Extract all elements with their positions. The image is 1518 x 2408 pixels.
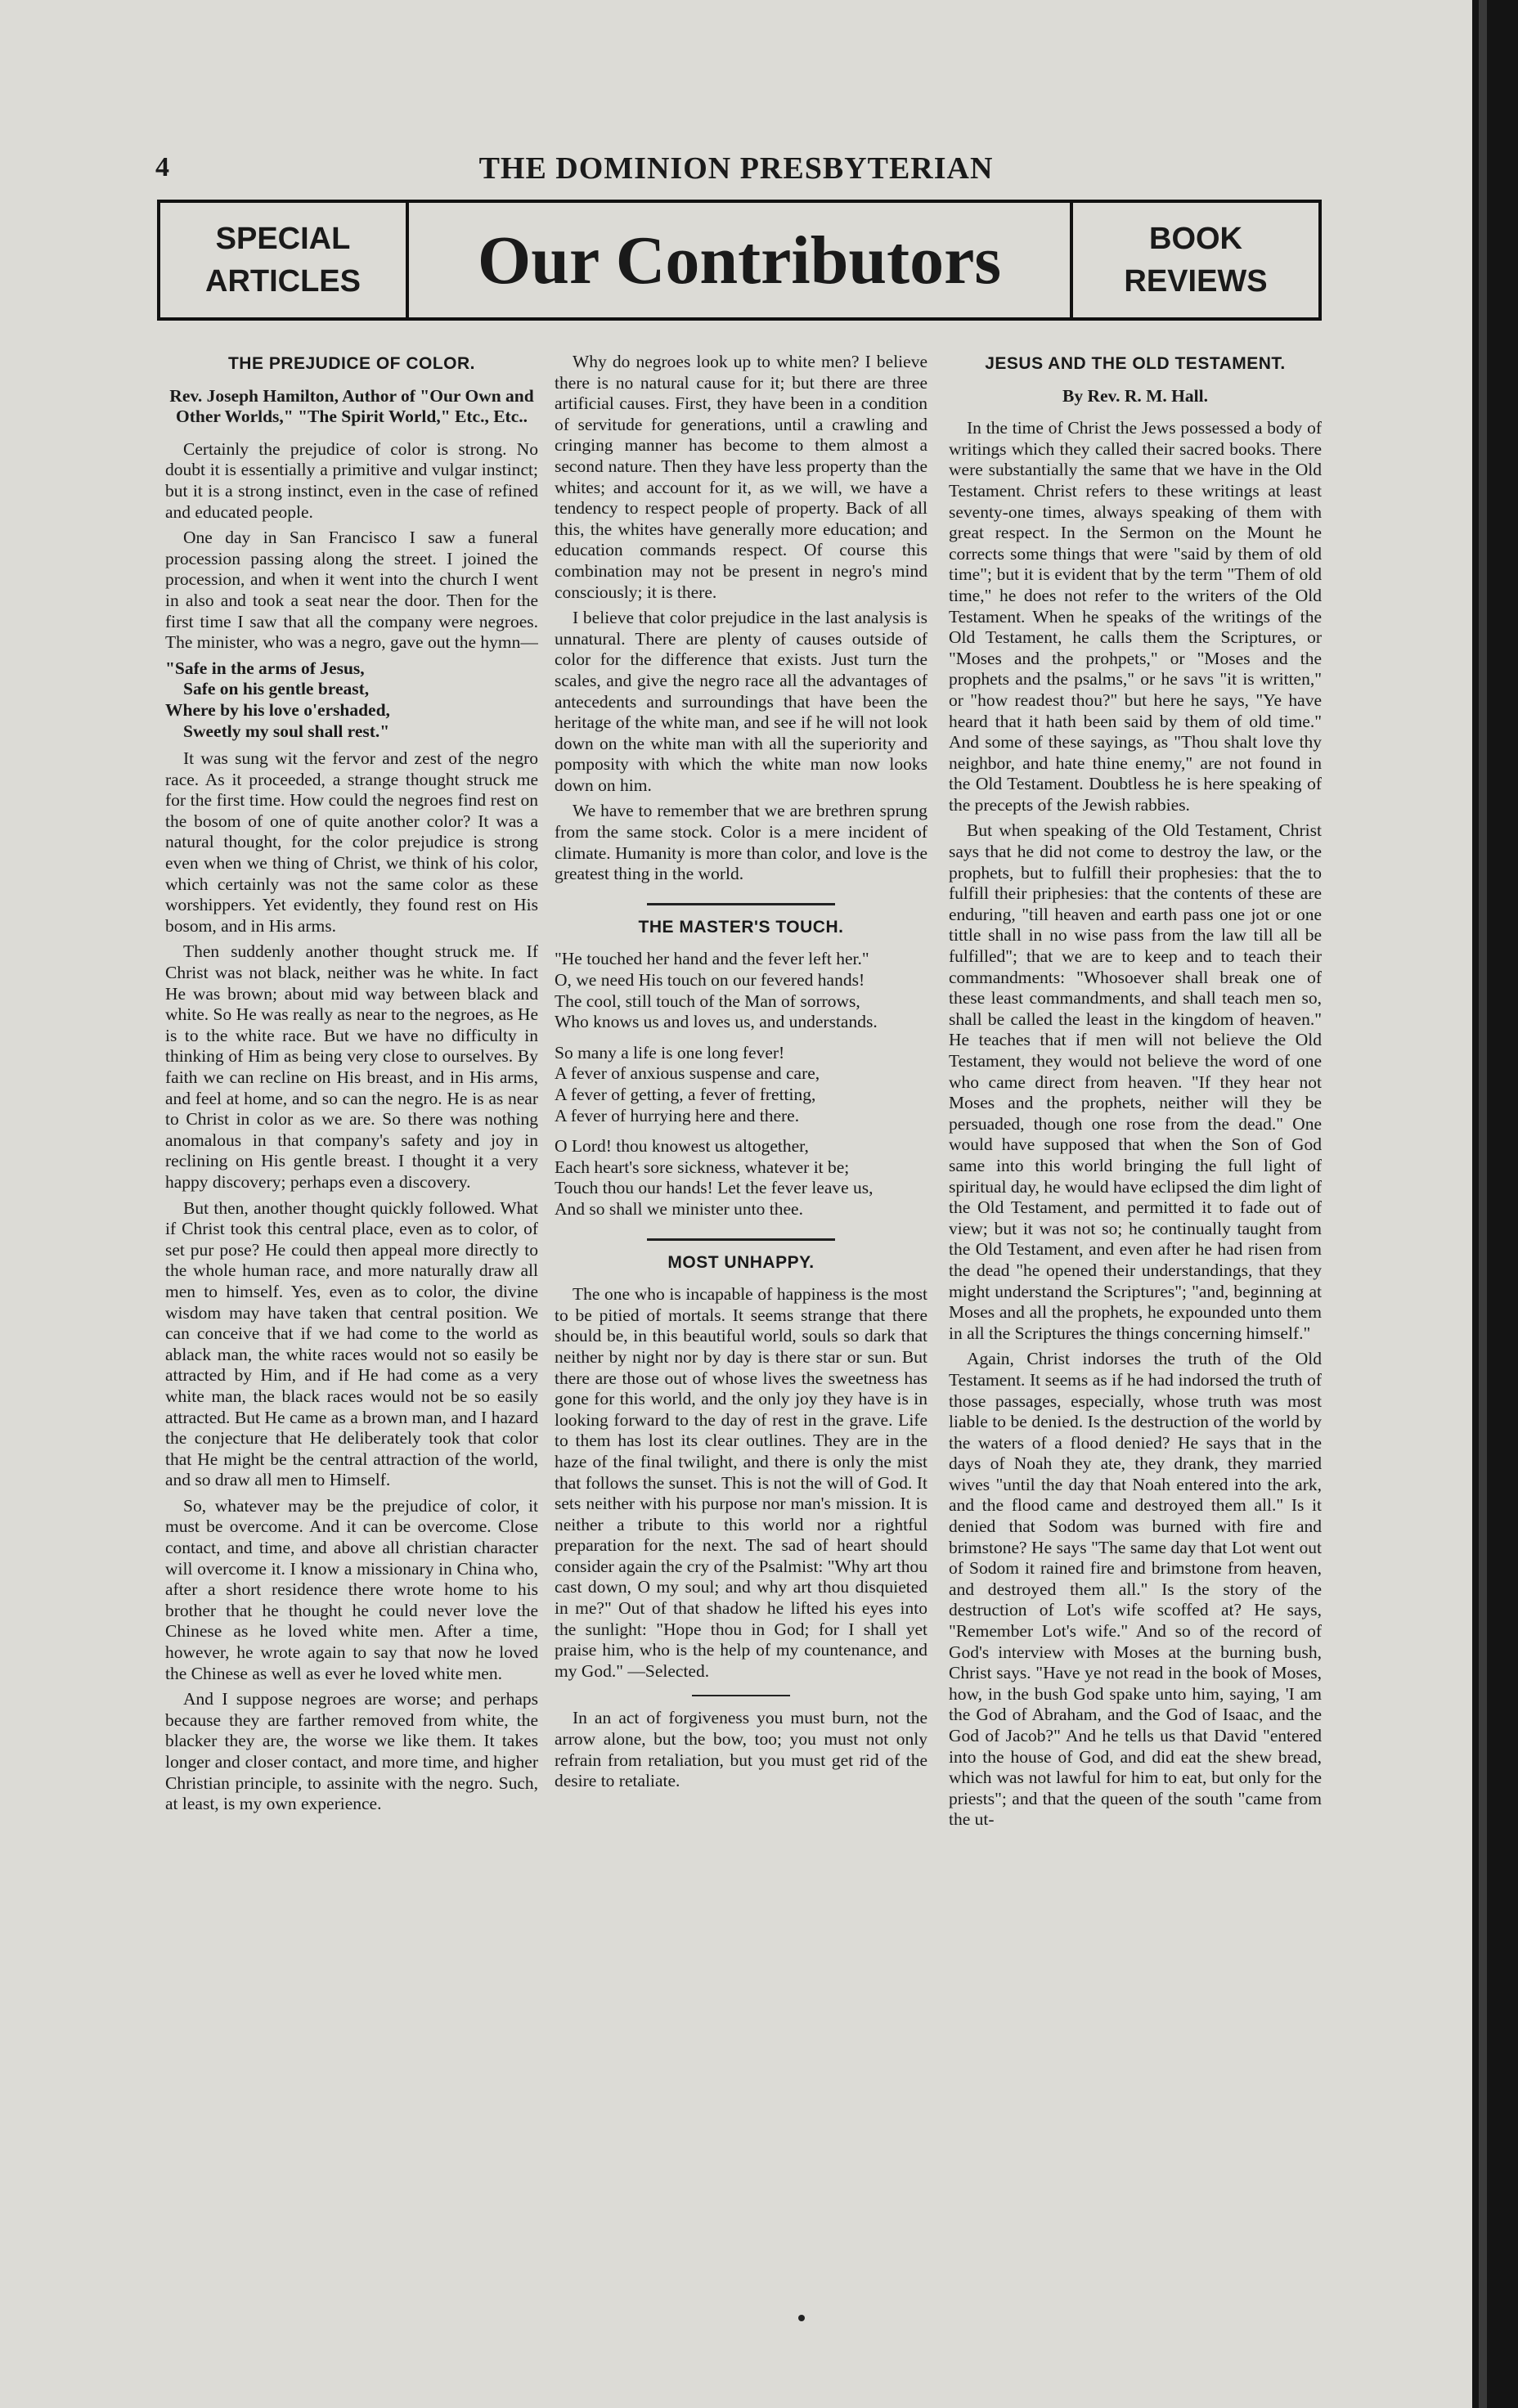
poem-line: Each heart's sore sickness, whatever it be; — [555, 1157, 850, 1177]
hymn-line: Sweetly my soul shall rest." — [183, 721, 390, 741]
hymn-line: "Safe in the arms of Jesus, — [165, 658, 365, 678]
section-banner — [157, 200, 1322, 321]
poem-line: A fever of hurrying here and there. — [555, 1105, 800, 1125]
poem-line: And so shall we minister unto thee. — [555, 1198, 803, 1219]
poem-line: "He touched her hand and the fever left her." — [555, 949, 869, 969]
section-rule — [692, 1695, 790, 1696]
banner-title: Our Contributors — [477, 222, 1002, 299]
section-rule — [647, 1238, 835, 1241]
section-rule — [647, 903, 835, 905]
banner-left-line1: SPECIAL — [215, 222, 351, 256]
banner-left-line2: ARTICLES — [205, 264, 361, 299]
running-head — [155, 149, 1317, 190]
poem-line: Who knows us and loves us, and understands. — [555, 1012, 878, 1032]
paragraph: But when speaking of the Old Testament, Christ says that he did not come to destroy the law, or the prophets, but to fulfill their prophesies: that the to fulfill their priphesies: that the contents of these are enduring, "till heaven and earth pass one jot or one tittle shall in no wise pass from the law till all be fulfilled"; that we are to keep and to teach their commandments: "Whosoever shall break one of these least commandments, and shall teach men so, shall be called the least in the kingdom of heaven." He teaches that if men will not believe the Old Testament, they would not believe the word of one who came direct from heaven. "If they hear not Moses and the prophets, neither will they be persuaded, though one rose from the dead." One would have supposed that when the Son of God same into this world bringing the full light of spiritual day, he would have eclipsed the dim light of the Old Testament, and permitted it to fade out of view; but it was not so; he continually taught from the Old Testament, and even after he had risen from the dead "he opened their understandings, that they might understand the Scriptures"; "and, beginning at Moses and all the prophets, he expounded unto them in all the Scriptures the things concerning himself." — [949, 820, 1322, 1343]
scan-edge — [1472, 0, 1518, 2408]
journal-title: THE DOMINION PRESBYTERIAN — [478, 151, 994, 186]
scan-edge-strip — [1479, 0, 1487, 2408]
banner-right-line1: BOOK — [1149, 222, 1242, 256]
paragraph: We have to remember that we are brethren sprung from the same stock. Color is a mere incident of climate. Humanity is more than color, and love is the greatest thing in the world. — [555, 801, 927, 884]
poem-stanza — [555, 949, 927, 1032]
page-number: 4 — [155, 152, 169, 182]
hymn-line: Where by his love o'ershaded, — [165, 699, 390, 720]
paragraph: One day in San Francisco I saw a funeral procession passing along the street. I joined the procession, and when it went into the church I went in also and took a seat near the door. Then for the first time I saw that all the company were negroes. The minister, who was a negro, gave out the hymn— — [165, 528, 538, 653]
poem-line: O, we need His touch on our fevered hands! — [555, 970, 865, 991]
article-title-most-unhappy: MOST UNHAPPY. — [667, 1252, 815, 1272]
poem-line: Touch thou our hands! Let the fever leave us, — [555, 1178, 874, 1198]
poem-stanza — [555, 1043, 927, 1126]
hymn-line: Safe on his gentle breast, — [183, 679, 370, 699]
paragraph: In an act of forgiveness you must burn, not the arrow alone, but the bow, too; you must not only refrain from retaliation, but you must get rid of the desire to retaliate. — [555, 1708, 927, 1791]
banner-right-box — [1070, 203, 1318, 317]
paragraph: Why do negroes look up to white men? I believe there is no natural cause for it; but there are three artificial causes. First, they have been in a condition of servitude for generations, until a crawling and cringing manner has become to them almost a second nature. Then they have less property than the whites; and account for it, as we will, we have a tendency to respect people of property. Back of all this, the whites have generally more education; and education commands respect. Of course this combination may not be present in negro's mind consciously; it is there. — [555, 352, 927, 602]
banner-left-box — [160, 203, 409, 317]
paragraph: I believe that color prejudice in the last analysis is unnatural. There are plenty of causes outside of color for the difference that exists. Just turn the scales, and give the negro race all the advantages of antecedents and surroundings that have been the heritage of the white man, and see if he will not look down on the white man with all the superiority and pomposity with which the white man now looks down on him. — [555, 608, 927, 795]
paragraph: Again, Christ indorses the truth of the Old Testament. It seems as if he had indorsed the truth of those passages, especially, whose truth was most liable to be denied. Is the destruction of the world by the waters of a flood denied? He says that in the days of Noah they ate, they drank, they married wives "until the day that Noah entered into the ark, and the flood came and destroyed them all." Is it denied that Sodom was burned with fire and brimstone? He says "The same day that Lot went out of Sodom it rained fire and brimstone from heaven, and destroyed them all." Is the story of the destruction of Lot's wife scoffed at? He says, "Remember Lot's wife." And so of the record of God's interview with Moses at the burning bush, Christ says. "Have ye not read in the book of Moses, how, in the bush God spake unto him, saying, 'I am the God of Abraham, and the God of Isaac, and the God of Jacob?" And he tells us that David "entered into the house of God, and did eat the shew bread, which was not lawful for him to eat, but only for the priests"; and that the queen of the south "came from the ut- — [949, 1349, 1322, 1830]
poem-line: So many a life is one long fever! — [555, 1042, 785, 1062]
article-title-jesus-old-testament: JESUS AND THE OLD TESTAMENT. — [985, 354, 1286, 373]
paragraph: The one who is incapable of happiness is the most to be pitied of mortals. It seems strange that there should be, in this beautiful world, souls so dark that neither by night nor by day is there star or sun. But there are those out of whose lives the sweetness has gone for this world, and the only joy they have is in looking forward to the day of rest in the grave. Life to them has lost its clear outlines. They are in the haze of the final twilight, and there is only the mist that follows the sunset. This is not the will of God. It sets neither with his purpose nor man's mission. It is neither a tribute to this world nor a rightful preparation for the next. The sad of heart should consider again the cry of the Psalmist: "Why art thou cast down, O my soul; and why art thou disquieted in me?" Out of that shadow he lifted his eyes into the sunlight: "Hope thou in God; for I shall yet praise him, who is the help of my countenance, and my God." —Selected. — [555, 1284, 927, 1681]
poem-line: A fever of anxious suspense and care, — [555, 1063, 820, 1084]
ink-dot — [798, 2315, 805, 2321]
paragraph: Then suddenly another thought struck me. If Christ was not black, neither was he white. In fact He was brown; about mid way between black and white. So He was really as near to the negroes, as He is to the white race. But we have no difficulty in thinking of Him as being very close to ourselves. By faith we can recline on His breast, and in His arms, and feel at home, and so can the negro. He is as near to Christ in color as we are. So there was nothing anomalous in that company's safety and joy in reclining on His gentle breast. I thought it a very happy discovery; perhaps even a discovery. — [165, 941, 538, 1192]
poem-line: A fever of getting, a fever of fretting, — [555, 1085, 816, 1104]
banner-right-line2: REVIEWS — [1124, 264, 1268, 299]
paragraph: It was sung wit the fervor and zest of the negro race. As it proceeded, a strange thought struck me for the first time. How could the negroes find rest on the bosom of one of quite another color? It was a natural thought, for the color prejudice is strong even when we thing of Christ, we think of his color, which certainly was not the same color as these worshippers. Yet evidently, they found rest on His bosom, and in His arms. — [165, 748, 538, 936]
byline-hall: By Rev. R. M. Hall. — [1062, 385, 1208, 406]
byline-hamilton: Rev. Joseph Hamilton, Author of "Our Own and Other Worlds," "The Spirit World," Etc., Etc.. — [169, 385, 534, 427]
paragraph: In the time of Christ the Jews possessed a body of writings which they called their sacred books. There were substantially the same that we have in the Old Testament. Christ refers to these writings at least seventy-one times, always speaking of them with great respect. In the Sermon on the Mount he corrects some things that were "said by them of old time"; but it is evident that by the term "Them of old time," he does not refer to the writers of the Old Testament. When he speaks of the writings of the Old Testament, he calls them the Scriptures, or "Moses and the prohpets," or "Moses and the prophets and the psalms," or he savs "it is written," or "how readest thou?" but here he says, "Ye have heard that it hath been said by them of old time." And some of these sayings, as "Thou shalt love thy neighbor, and hate thine enemy," are not found in the Old Testament. Doubtless he is here speaking of the precepts of the Jewish rabbies. — [949, 418, 1322, 815]
article-title-prejudice: THE PREJUDICE OF COLOR. — [227, 354, 476, 373]
column-3 — [949, 344, 1322, 2339]
paragraph: But then, another thought quickly followed. What if Christ took this central place, even as to color, of set pur pose? He could then appeal more directly to the whole human race, and more naturally draw all men to himself. Yes, even as to color, the divine wisdom may have taken that central position. We can conceive that if we had come to the world as ablack man, the white races would not so easily be attracted by Him, and if He had come as a very white man, the black races would not be so easily attracted. But He came as a brown man, and I hazard the conjecture that He deliberately took that color that He might be the central attraction of the world, and so draw all men to Himself. — [165, 1197, 538, 1490]
hymn-quote — [165, 658, 538, 742]
paragraph: Certainly the prejudice of color is strong. No doubt it is essentially a primitive and vulgar instinct; but it is a strong instinct, even in the case of refined and educated people. — [165, 438, 538, 522]
paragraph: So, whatever may be the prejudice of color, it must be overcome. And it can be overcome. Close contact, and time, and above all christian character will overcome it. I know a missionary in China who, after a short residence there wrote home to his brother that he thought he could never love the Chinese as he loved white men. After a time, however, he wrote again to say that now he loved the Chinese as well as ever he loved white men. — [165, 1495, 538, 1683]
column-1 — [165, 344, 538, 2339]
poem-line: The cool, still touch of the Man of sorrows, — [555, 991, 860, 1011]
poem-stanza — [555, 1136, 927, 1220]
column-2 — [555, 344, 927, 2339]
poem-line: O Lord! thou knowest us altogether, — [555, 1136, 809, 1157]
poem-title-masters-touch: THE MASTER'S TOUCH. — [638, 917, 844, 937]
paragraph: And I suppose negroes are worse; and perhaps because they are farther removed from white, the blacker they are, the worse we like them. It takes longer and closer contact, and more time, and higher Christian principle, to assinite with the negro. Such, at least, is my own experience. — [165, 1689, 538, 1814]
